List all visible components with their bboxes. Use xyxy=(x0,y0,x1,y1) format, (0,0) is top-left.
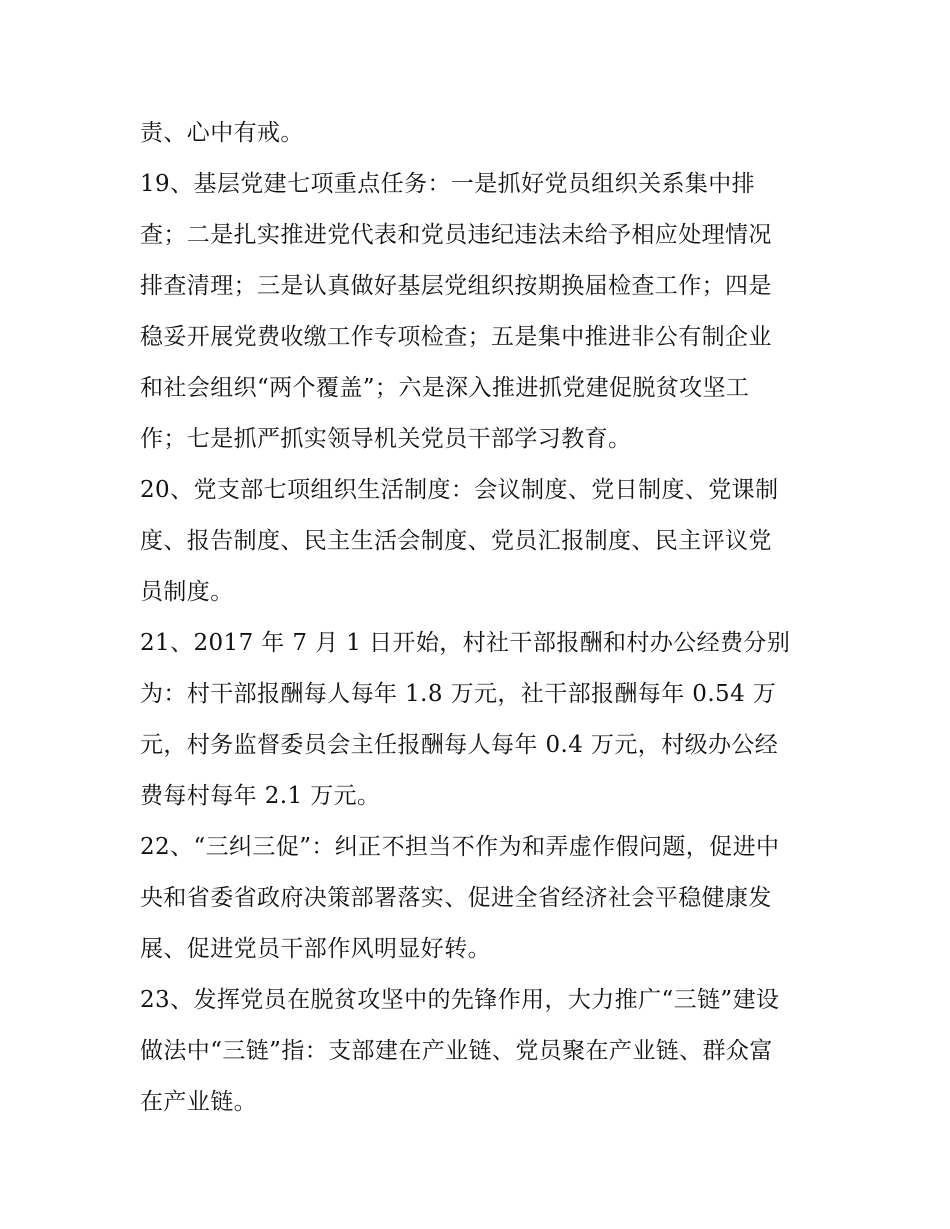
text-line: 21、2017 年 7 月 1 日开始，村社干部报酬和村办公经费分别 xyxy=(140,630,791,656)
text-line: 度、报告制度、民主生活会制度、党员汇报制度、民主评议党 xyxy=(140,528,772,554)
text-line: 23、发挥党员在脱贫攻坚中的先锋作用，大力推广“三链”建设 xyxy=(140,987,780,1013)
document-body xyxy=(140,108,820,1128)
text-line: 稳妥开展党费收缴工作专项检查；五是集中推进非公有制企业 xyxy=(140,324,772,350)
text-line: 和社会组织“两个覆盖”；六是深入推进抓党建促脱贫攻坚工 xyxy=(140,375,750,401)
text-line: 在产业链。 xyxy=(140,1089,257,1115)
text-line: 22、“三纠三促”：纠正不担当不作为和弄虚作假问题，促进中 xyxy=(140,834,780,860)
text-line: 19、基层党建七项重点任务：一是抓好党员组织关系集中排 xyxy=(140,171,756,197)
text-line: 元，村务监督委员会主任报酬每人每年 0.4 万元，村级办公经 xyxy=(140,732,779,758)
text-line: 作；七是抓严抓实领导机关党员干部学习教育。 xyxy=(140,426,632,452)
text-line: 责、心中有戒。 xyxy=(140,120,304,146)
text-line: 20、党支部七项组织生活制度：会议制度、党日制度、党课制 xyxy=(140,477,779,503)
text-line: 排查清理；三是认真做好基层党组织按期换届检查工作；四是 xyxy=(140,273,772,299)
text-line: 为：村干部报酬每人每年 1.8 万元，社干部报酬每年 0.54 万 xyxy=(140,681,777,707)
text-line: 查；二是扎实推进党代表和党员违纪违法未给予相应处理情况 xyxy=(140,222,772,248)
text-line: 央和省委省政府决策部署落实、促进全省经济社会平稳健康发 xyxy=(140,885,772,911)
text-line: 展、促进党员干部作风明显好转。 xyxy=(140,936,491,962)
text-line: 费每村每年 2.1 万元。 xyxy=(140,783,381,809)
text-line: 员制度。 xyxy=(140,579,234,605)
text-line: 做法中“三链”指：支部建在产业链、党员聚在产业链、群众富 xyxy=(140,1038,773,1064)
